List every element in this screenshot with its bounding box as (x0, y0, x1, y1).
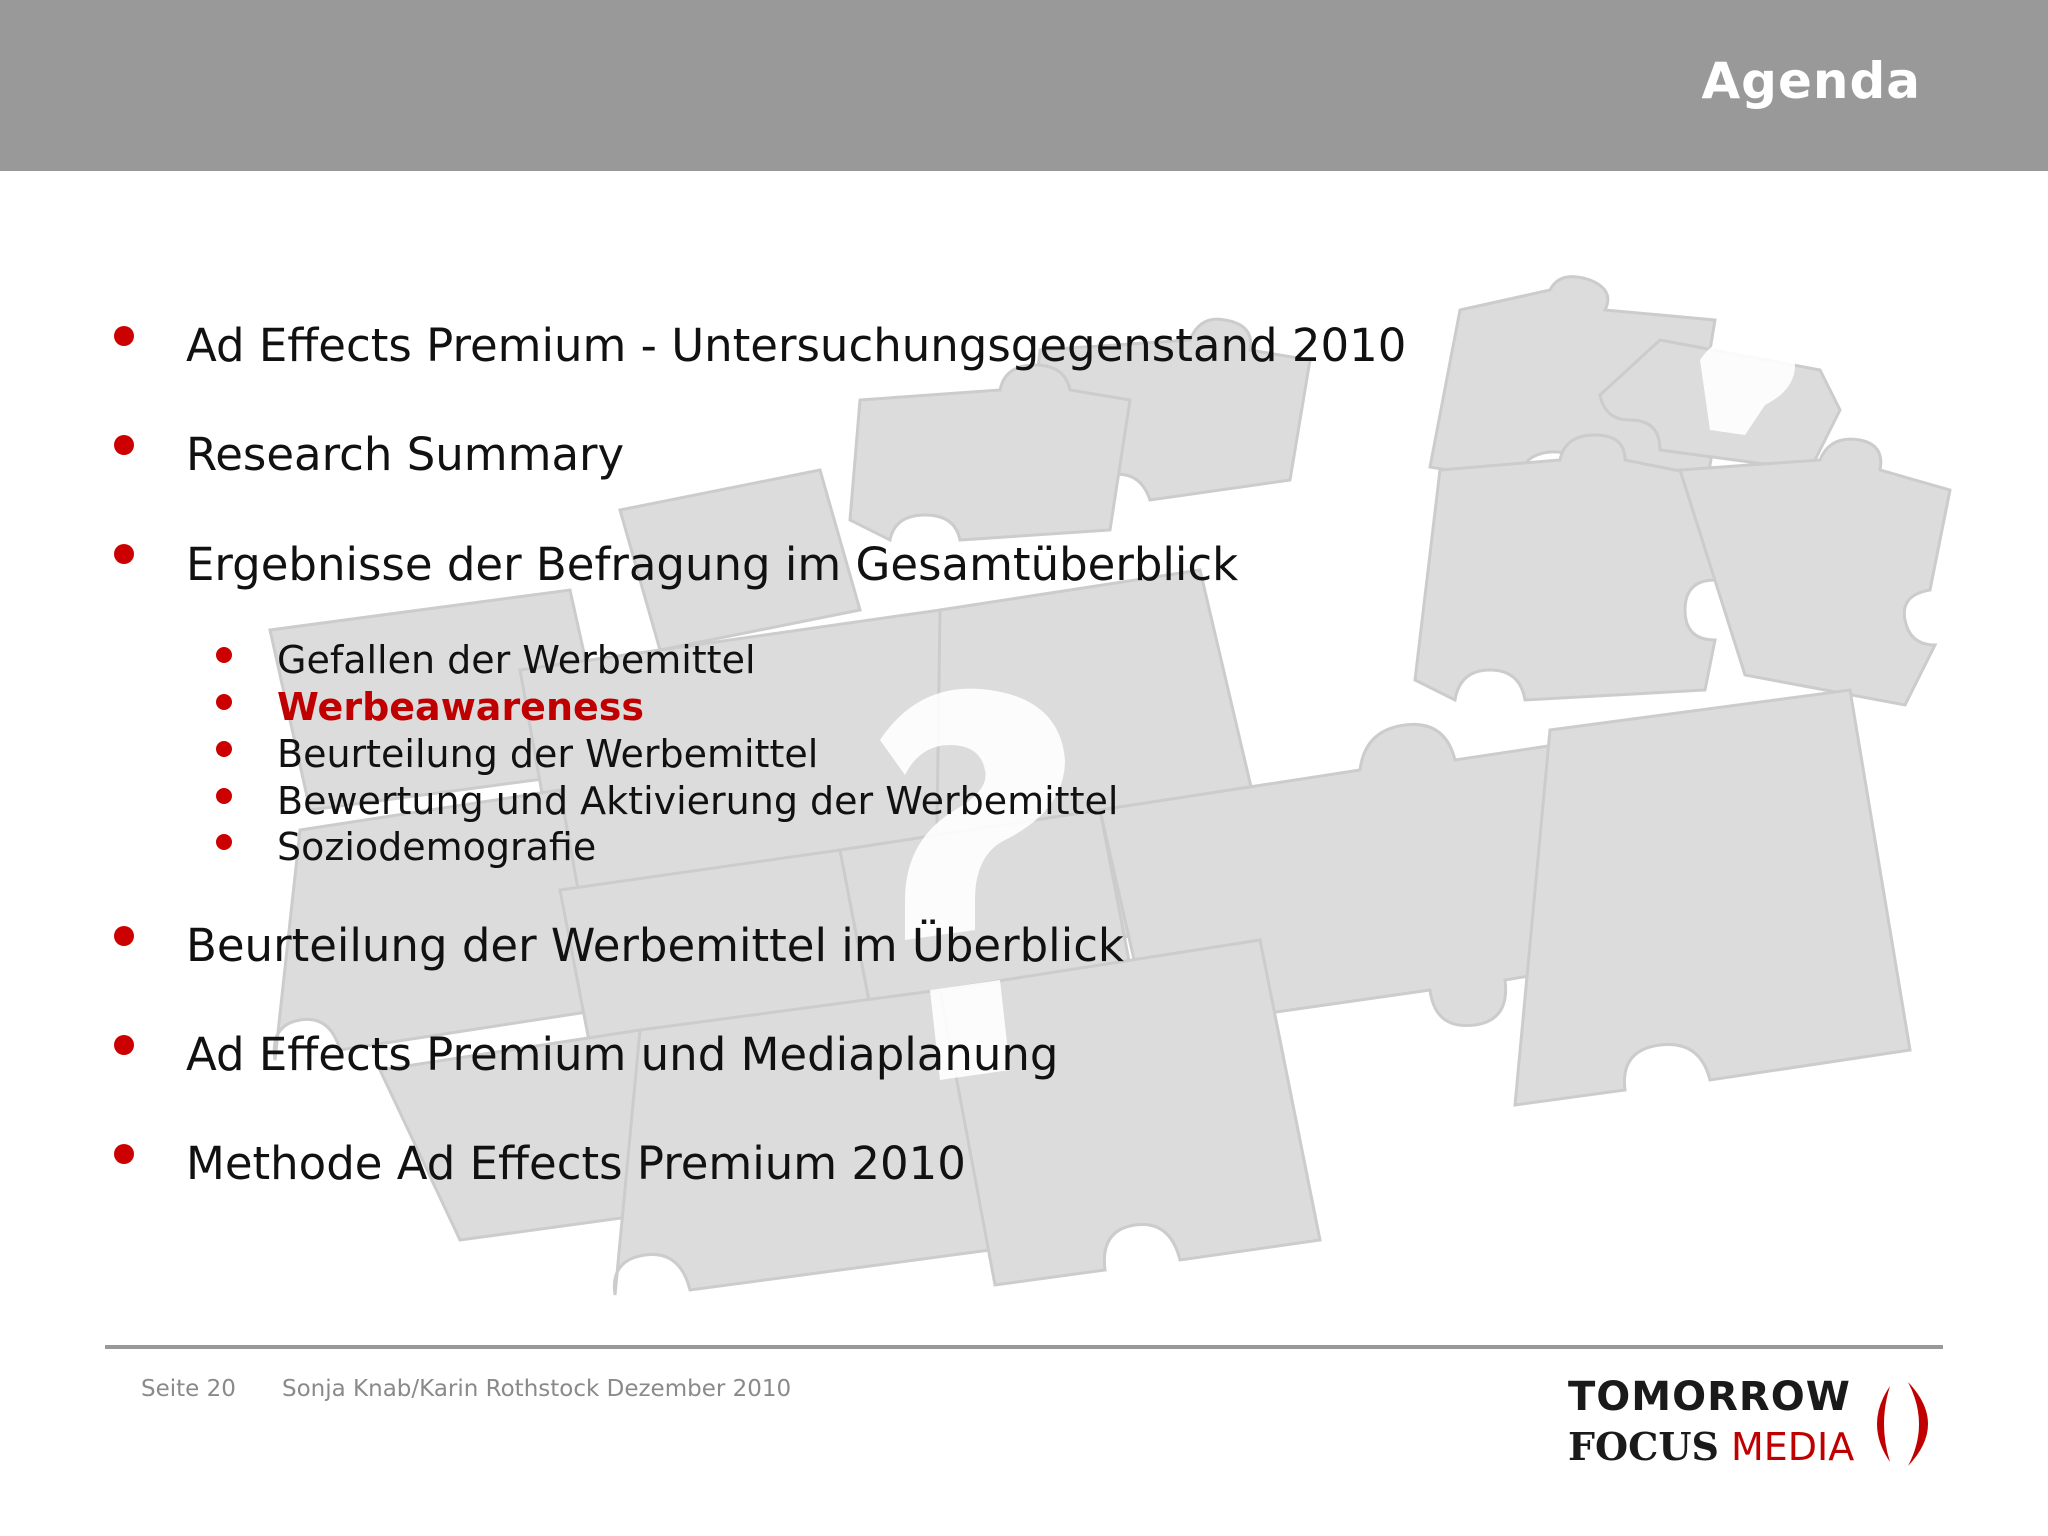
agenda-subitem: Soziodemografie (277, 825, 597, 869)
sub-bullet-marker (216, 741, 232, 757)
agenda-subitem: Gefallen der Werbemittel (277, 638, 756, 682)
sub-bullet-marker (216, 834, 232, 850)
page-number: Seite 20 (141, 1376, 236, 1402)
company-logo (1568, 1374, 1948, 1474)
logo-text-focus-media (1568, 1424, 1854, 1469)
agenda-item: Beurteilung der Werbemittel im Überblick (186, 919, 1124, 972)
bullet-marker (114, 326, 134, 346)
agenda-item: Ad Effects Premium - Untersuchungsgegenstand 2010 (186, 319, 1407, 372)
sub-bullet-marker (216, 647, 232, 663)
bullet-marker (114, 926, 134, 946)
sub-bullet-marker (216, 788, 232, 804)
bullet-marker (114, 435, 134, 455)
footer-author-date: Sonja Knab/Karin Rothstock Dezember 2010 (282, 1376, 792, 1402)
logo-parentheses-icon (1858, 1374, 1948, 1474)
agenda-subitem: Beurteilung der Werbemittel (277, 732, 819, 776)
page-title: Agenda (1701, 52, 1921, 110)
bullet-marker (114, 544, 134, 564)
footer-divider (105, 1345, 1943, 1349)
bullet-marker (114, 1035, 134, 1055)
agenda-item: Research Summary (186, 428, 625, 481)
agenda-item: Ad Effects Premium und Mediaplanung (186, 1028, 1059, 1081)
logo-text-focus: FOCUS (1568, 1424, 1719, 1469)
agenda-item: Ergebnisse der Befragung im Gesamtüberblick (186, 538, 1239, 591)
sub-bullet-marker (216, 694, 232, 710)
logo-text-media: MEDIA (1731, 1425, 1855, 1469)
bullet-marker (114, 1144, 134, 1164)
agenda-subitem-active: Werbeawareness (277, 685, 645, 729)
logo-text-tomorrow: TOMORROW (1568, 1374, 1851, 1420)
agenda-item: Methode Ad Effects Premium 2010 (186, 1137, 966, 1190)
agenda-subitem: Bewertung und Aktivierung der Werbemittel (277, 779, 1119, 823)
